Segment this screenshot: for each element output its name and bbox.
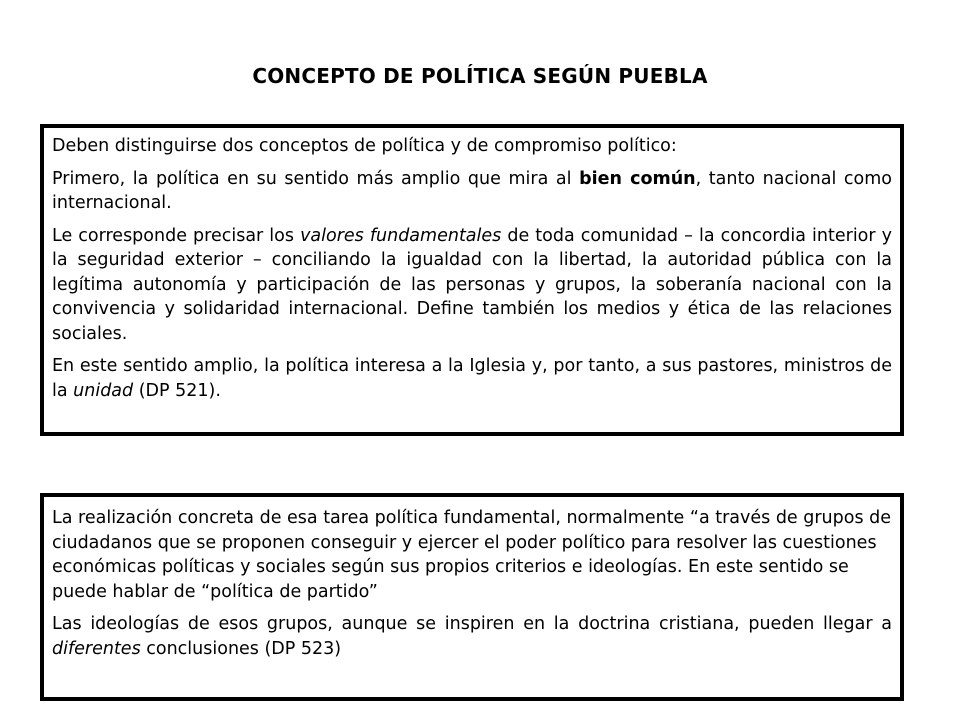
party-politics-box bbox=[40, 493, 904, 701]
party-text: La realización concreta de esa tarea política fundamental, normalmente “a través de grupos de ciudadanos que se proponen conseguir y ejercer el poder político para resolver las cuestiones económicas políticas y sociales según sus propios criterios e ideologías. En este sentido se puede hablar de “política de partido” bbox=[52, 508, 892, 602]
intro-text: Deben distinguirse dos conceptos de política y de compromiso político: bbox=[52, 136, 677, 156]
values-paragraph bbox=[52, 224, 892, 347]
party-paragraph bbox=[52, 506, 892, 604]
definition-box bbox=[40, 124, 904, 436]
intro-paragraph bbox=[52, 134, 892, 159]
values-text: Le corresponde precisar los bbox=[52, 225, 301, 246]
ideologies-tail: conclusiones (DP 523) bbox=[140, 638, 342, 659]
values-tail: de toda comunidad – la concordia interior y la seguridad exterior – conciliando la igualdad con la libertad, la autoridad pública con la legítima autonomía y participación de las personas y grupos, la soberanía nacional con la convivencia y solidaridad internacional. Define también los medios y ética de las relaciones sociales. bbox=[52, 225, 893, 344]
bien-comun-term: bien común bbox=[579, 168, 696, 189]
church-tail: (DP 521). bbox=[133, 380, 221, 401]
unidad-term: unidad bbox=[73, 380, 134, 401]
diferentes-term: diferentes bbox=[52, 638, 141, 659]
ideologies-text: Las ideologías de esos grupos, aunque se inspiren en la doctrina cristiana, pueden llegar a bbox=[52, 614, 892, 634]
ideologies-paragraph bbox=[52, 612, 892, 661]
first-concept-paragraph bbox=[52, 167, 892, 216]
first-concept-tail: , tanto nacional como internacional. bbox=[52, 168, 892, 213]
valores-term: valores fundamentales bbox=[300, 225, 502, 246]
first-concept-text: Primero, la política en su sentido más amplio que mira al bbox=[52, 168, 580, 189]
page-title: CONCEPTO DE POLÍTICA SEGÚN PUEBLA bbox=[252, 64, 708, 88]
church-text: En este sentido amplio, la política interesa a la Iglesia y, por tanto, a sus pastores, ministros de la bbox=[52, 356, 892, 401]
church-paragraph bbox=[52, 354, 892, 403]
